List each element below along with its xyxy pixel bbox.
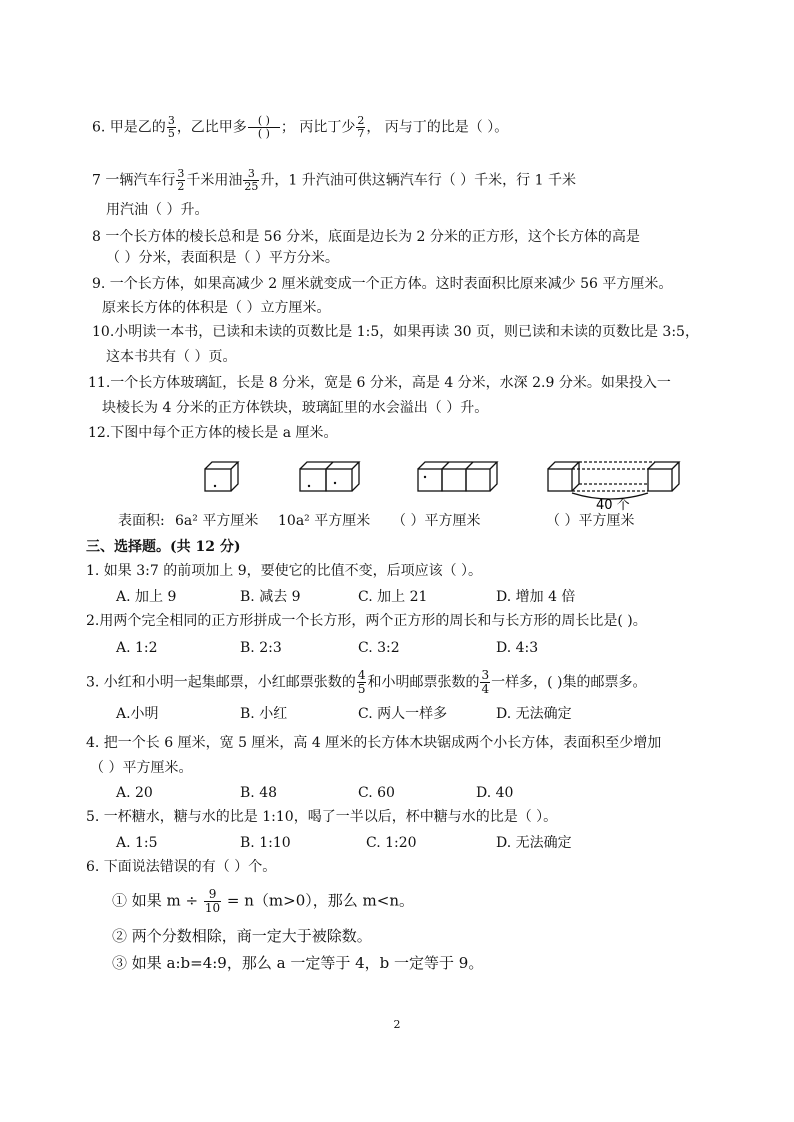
option-a: A. 1:5 xyxy=(116,835,158,851)
surface-area-label: 表面积: xyxy=(118,513,165,529)
choice-question-4: 4. 把一个长 6 厘米，宽 5 厘米，高 4 厘米的长方体木块锯成两个小长方体，表面积至少增加 xyxy=(86,735,662,751)
fraction: $\frac{3}{5}$ xyxy=(167,114,175,140)
fraction: $\frac{9}{10}$ xyxy=(204,887,221,915)
question-10: 10.小明读一本书，已读和未读的页数比是 1:5，如果再读 30 页，则已读和未读的页数比是 3:5， xyxy=(92,324,699,340)
single-cube-figure xyxy=(205,462,238,491)
option-b: B. 减去 9 xyxy=(240,589,301,605)
option-a: A. 20 xyxy=(116,785,153,801)
question-7-line2: 用汽油（ ）升。 xyxy=(106,202,209,218)
option-c: C. 60 xyxy=(358,785,395,801)
section-3-title: 三、选择题。(共 12 分) xyxy=(86,539,241,555)
caption-cube-1: 6a² 平方厘米 xyxy=(175,513,259,529)
forty-cube-figure xyxy=(548,462,679,499)
question-7: 7 一辆汽车行 $\frac{3}{2}$ 千米用油 $\frac{3}{25}$ 升，1 升汽油可供这辆汽车行（ ）千米，行 1 千米 xyxy=(92,167,576,193)
fraction: $\frac{3}{25}$ xyxy=(244,167,259,193)
fraction: $\frac{2}{7}$ xyxy=(357,114,365,140)
caption-cube-3: （ ）平方厘米 xyxy=(392,513,481,529)
fraction: $\frac{3}{4}$ xyxy=(481,668,490,696)
question-12: 12.下图中每个正方体的棱长是 a 厘米。 xyxy=(88,425,338,441)
option-b: B. 2:3 xyxy=(240,640,282,656)
choice-question-5: 5. 一杯糖水，糖与水的比是 1:10，喝了一半以后，杯中糖与水的比是（ ）。 xyxy=(86,809,558,825)
option-b: B. 1:10 xyxy=(240,835,291,851)
question-8: 8 一个长方体的棱长总和是 56 分米，底面是边长为 2 分米的正方形，这个长方体的高是 xyxy=(92,229,640,245)
option-d: D. 4:3 xyxy=(496,640,539,656)
fraction: $\frac{3}{2}$ xyxy=(177,167,185,193)
option-a: A. 1:2 xyxy=(116,640,158,656)
option-c: C. 加上 21 xyxy=(358,589,428,605)
statement-1: ① 如果 m ÷ $\frac{9}{10}$ = n（m>0），那么 m<n。 xyxy=(112,887,414,915)
question-11-line2: 块棱长为 4 分米的正方体铁块，玻璃缸里的水会溢出（ ）升。 xyxy=(102,400,489,416)
statement-2: ② 两个分数相除，商一定大于被除数。 xyxy=(112,927,372,945)
option-d: D. 无法确定 xyxy=(496,706,572,722)
option-a: A. 加上 9 xyxy=(116,589,177,605)
caption-cube-4: （ ）平方厘米 xyxy=(546,513,635,529)
option-d: D. 增加 4 倍 xyxy=(496,589,576,605)
option-b: B. 小红 xyxy=(240,706,288,722)
option-d: D. 无法确定 xyxy=(496,835,572,851)
choice-question-2: 2.用两个完全相同的正方形拼成一个长方形，两个正方形的周长和与长方形的周长比是( )。 xyxy=(86,613,647,629)
caption-cube-2: 10a² 平方厘米 xyxy=(278,513,371,529)
option-a: A.小明 xyxy=(116,706,159,722)
question-11: 11.一个长方体玻璃缸，长是 8 分米，宽是 6 分米，高是 4 分米，水深 2.9 分米。如果投入一 xyxy=(88,375,671,391)
option-c: C. 两人一样多 xyxy=(358,706,448,722)
three-cube-figure xyxy=(418,462,497,491)
fraction: $\frac{4}{5}$ xyxy=(357,668,366,696)
option-b: B. 48 xyxy=(240,785,278,801)
count-label: 40 个 xyxy=(596,498,630,513)
question-9-line2: 原来长方体的体积是（ ）立方厘米。 xyxy=(102,300,331,316)
choice-question-6: 6. 下面说法错误的有（ ）个。 xyxy=(86,859,277,875)
choice-question-1: 1. 如果 3:7 的前项加上 9，要使它的比值不变，后项应该（ ）。 xyxy=(86,563,483,579)
fraction-blank: $\frac{( )}{( )}$ xyxy=(248,115,280,140)
choice-question-4-line2: （ ）平方厘米。 xyxy=(90,760,193,776)
option-c: C. 3:2 xyxy=(358,640,400,656)
page-number: 2 xyxy=(393,1018,401,1031)
option-c: C. 1:20 xyxy=(366,835,417,851)
statement-3: ③ 如果 a:b=4:9，那么 a 一定等于 4，b 一定等于 9。 xyxy=(112,954,484,972)
question-6: 6. 甲是乙的 $\frac{3}{5}$ ，乙比甲多 $\frac{( )}{( )}$ ； 丙比丁少 $\frac{2}{7}$ ， 丙与丁的比是（ ）。 xyxy=(92,114,509,140)
question-9: 9. 一个长方体，如果高减少 2 厘米就变成一个正方体。这时表面积比原来减少 56 平方厘米。 xyxy=(92,276,673,292)
choice-question-3: 3. 小红和小明一起集邮票，小红邮票张数的 $\frac{4}{5}$ 和小明邮票张数的 $\frac{3}{4}$ 一样多，( )集的邮票多。 xyxy=(86,668,647,696)
question-8-line2: （ ）分米，表面积是（ ）平方分米。 xyxy=(106,250,339,266)
option-d: D. 40 xyxy=(476,785,514,801)
question-10-line2: 这本书共有（ ）页。 xyxy=(106,349,237,365)
